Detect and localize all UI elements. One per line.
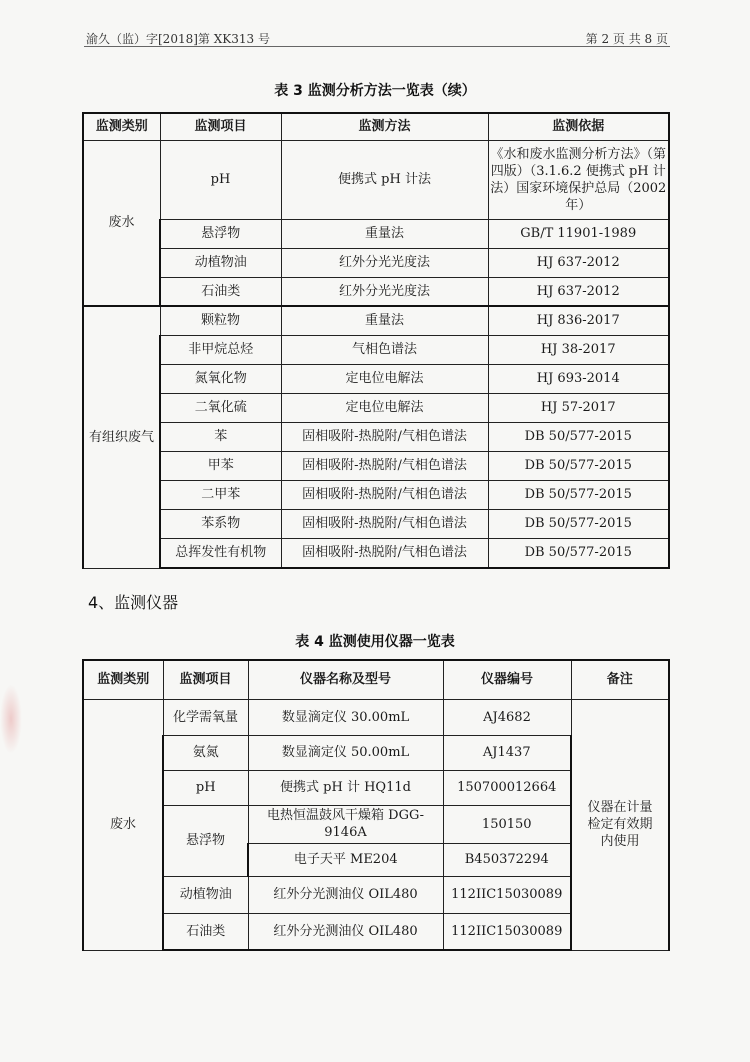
table4-caption: 表 4 监测使用仪器一览表 <box>295 634 455 650</box>
category-cell: 废水 <box>83 699 163 950</box>
table-row <box>83 140 669 219</box>
item-cell: 石油类 <box>163 913 248 950</box>
instrument-cell: 红外分光测油仪 OIL480 <box>248 913 443 950</box>
table-row <box>83 422 669 451</box>
method-cell: 气相色谱法 <box>281 335 488 364</box>
header-category: 监测类别 <box>83 660 163 699</box>
category-cell: 废水 <box>83 140 160 306</box>
table-row <box>83 219 669 248</box>
table-row <box>83 306 669 335</box>
header-method: 监测方法 <box>281 113 488 140</box>
category-cell: 有组织废气 <box>83 306 160 568</box>
header-category: 监测类别 <box>83 113 160 140</box>
header-rule <box>84 46 670 47</box>
item-cell: pH <box>160 140 281 219</box>
method-cell: 定电位电解法 <box>281 364 488 393</box>
basis-cell: DB 50/577-2015 <box>488 538 669 568</box>
table-row <box>83 248 669 277</box>
method-cell: 固相吸附-热脱附/气相色谱法 <box>281 422 488 451</box>
table-row <box>83 451 669 480</box>
item-cell: pH <box>163 770 248 805</box>
table-row <box>83 509 669 538</box>
basis-cell: HJ 637-2012 <box>488 277 669 306</box>
page-info: 第 2 页 共 8 页 <box>585 32 668 46</box>
instrument-cell: 电热恒温鼓风干燥箱 DGG-9146A <box>248 805 443 843</box>
basis-cell: HJ 637-2012 <box>488 248 669 277</box>
method-cell: 固相吸附-热脱附/气相色谱法 <box>281 451 488 480</box>
methods-table <box>82 112 670 569</box>
section-title: 4、监测仪器 <box>88 593 179 612</box>
table-row <box>83 364 669 393</box>
instrument-cell: 红外分光测油仪 OIL480 <box>248 876 443 913</box>
instruments-table <box>82 659 670 951</box>
number-cell: 112IIC15030089 <box>443 876 571 913</box>
basis-cell: DB 50/577-2015 <box>488 422 669 451</box>
item-cell: 石油类 <box>160 277 281 306</box>
basis-cell: HJ 57-2017 <box>488 393 669 422</box>
basis-cell: 《水和废水监测分析方法》（第四版）（3.1.6.2 便携式 pH 计法）国家环境保护总局（2002 年） <box>488 140 669 219</box>
number-cell: AJ1437 <box>443 735 571 770</box>
basis-cell: DB 50/577-2015 <box>488 480 669 509</box>
table-row <box>83 335 669 364</box>
method-cell: 红外分光光度法 <box>281 277 488 306</box>
table-row <box>83 480 669 509</box>
basis-cell: HJ 836-2017 <box>488 306 669 335</box>
item-cell: 非甲烷总烃 <box>160 335 281 364</box>
item-cell: 颗粒物 <box>160 306 281 335</box>
method-cell: 定电位电解法 <box>281 393 488 422</box>
basis-cell: DB 50/577-2015 <box>488 451 669 480</box>
doc-number: 渝久（监）字[2018]第 XK313 号 <box>86 32 270 46</box>
table-row <box>83 538 669 568</box>
method-cell: 固相吸附-热脱附/气相色谱法 <box>281 509 488 538</box>
item-cell: 二甲苯 <box>160 480 281 509</box>
method-cell: 红外分光光度法 <box>281 248 488 277</box>
seal-stamp-fragment <box>0 684 22 754</box>
item-cell: 苯 <box>160 422 281 451</box>
table-header-row <box>83 660 669 699</box>
instrument-cell: 数显滴定仪 50.00mL <box>248 735 443 770</box>
instrument-cell: 电子天平 ME204 <box>248 843 443 876</box>
header-item: 监测项目 <box>160 113 281 140</box>
header-basis: 监测依据 <box>488 113 669 140</box>
method-cell: 固相吸附-热脱附/气相色谱法 <box>281 480 488 509</box>
number-cell: B450372294 <box>443 843 571 876</box>
item-cell: 二氧化硫 <box>160 393 281 422</box>
table3-caption: 表 3 监测分析方法一览表（续） <box>274 83 476 99</box>
header-number: 仪器编号 <box>443 660 571 699</box>
instrument-cell: 便携式 pH 计 HQ11d <box>248 770 443 805</box>
item-cell: 化学需氧量 <box>163 699 248 735</box>
method-cell: 便携式 pH 计法 <box>281 140 488 219</box>
item-cell: 悬浮物 <box>163 805 248 876</box>
table-header-row <box>83 113 669 140</box>
item-cell: 氨氮 <box>163 735 248 770</box>
header-item: 监测项目 <box>163 660 248 699</box>
item-cell: 苯系物 <box>160 509 281 538</box>
table-row <box>83 393 669 422</box>
basis-cell: DB 50/577-2015 <box>488 509 669 538</box>
item-cell: 动植物油 <box>163 876 248 913</box>
header-remark: 备注 <box>571 660 669 699</box>
instrument-cell: 数显滴定仪 30.00mL <box>248 699 443 735</box>
number-cell: AJ4682 <box>443 699 571 735</box>
remark-cell: 仪器在计量检定有效期内使用 <box>571 699 669 950</box>
basis-cell: GB/T 11901-1989 <box>488 219 669 248</box>
item-cell: 总挥发性有机物 <box>160 538 281 568</box>
number-cell: 150700012664 <box>443 770 571 805</box>
method-cell: 重量法 <box>281 306 488 335</box>
method-cell: 重量法 <box>281 219 488 248</box>
number-cell: 112IIC15030089 <box>443 913 571 950</box>
header-instrument: 仪器名称及型号 <box>248 660 443 699</box>
number-cell: 150150 <box>443 805 571 843</box>
item-cell: 氮氧化物 <box>160 364 281 393</box>
table-row <box>83 699 669 735</box>
basis-cell: HJ 693-2014 <box>488 364 669 393</box>
item-cell: 动植物油 <box>160 248 281 277</box>
item-cell: 甲苯 <box>160 451 281 480</box>
table-row <box>83 277 669 306</box>
method-cell: 固相吸附-热脱附/气相色谱法 <box>281 538 488 568</box>
basis-cell: HJ 38-2017 <box>488 335 669 364</box>
item-cell: 悬浮物 <box>160 219 281 248</box>
